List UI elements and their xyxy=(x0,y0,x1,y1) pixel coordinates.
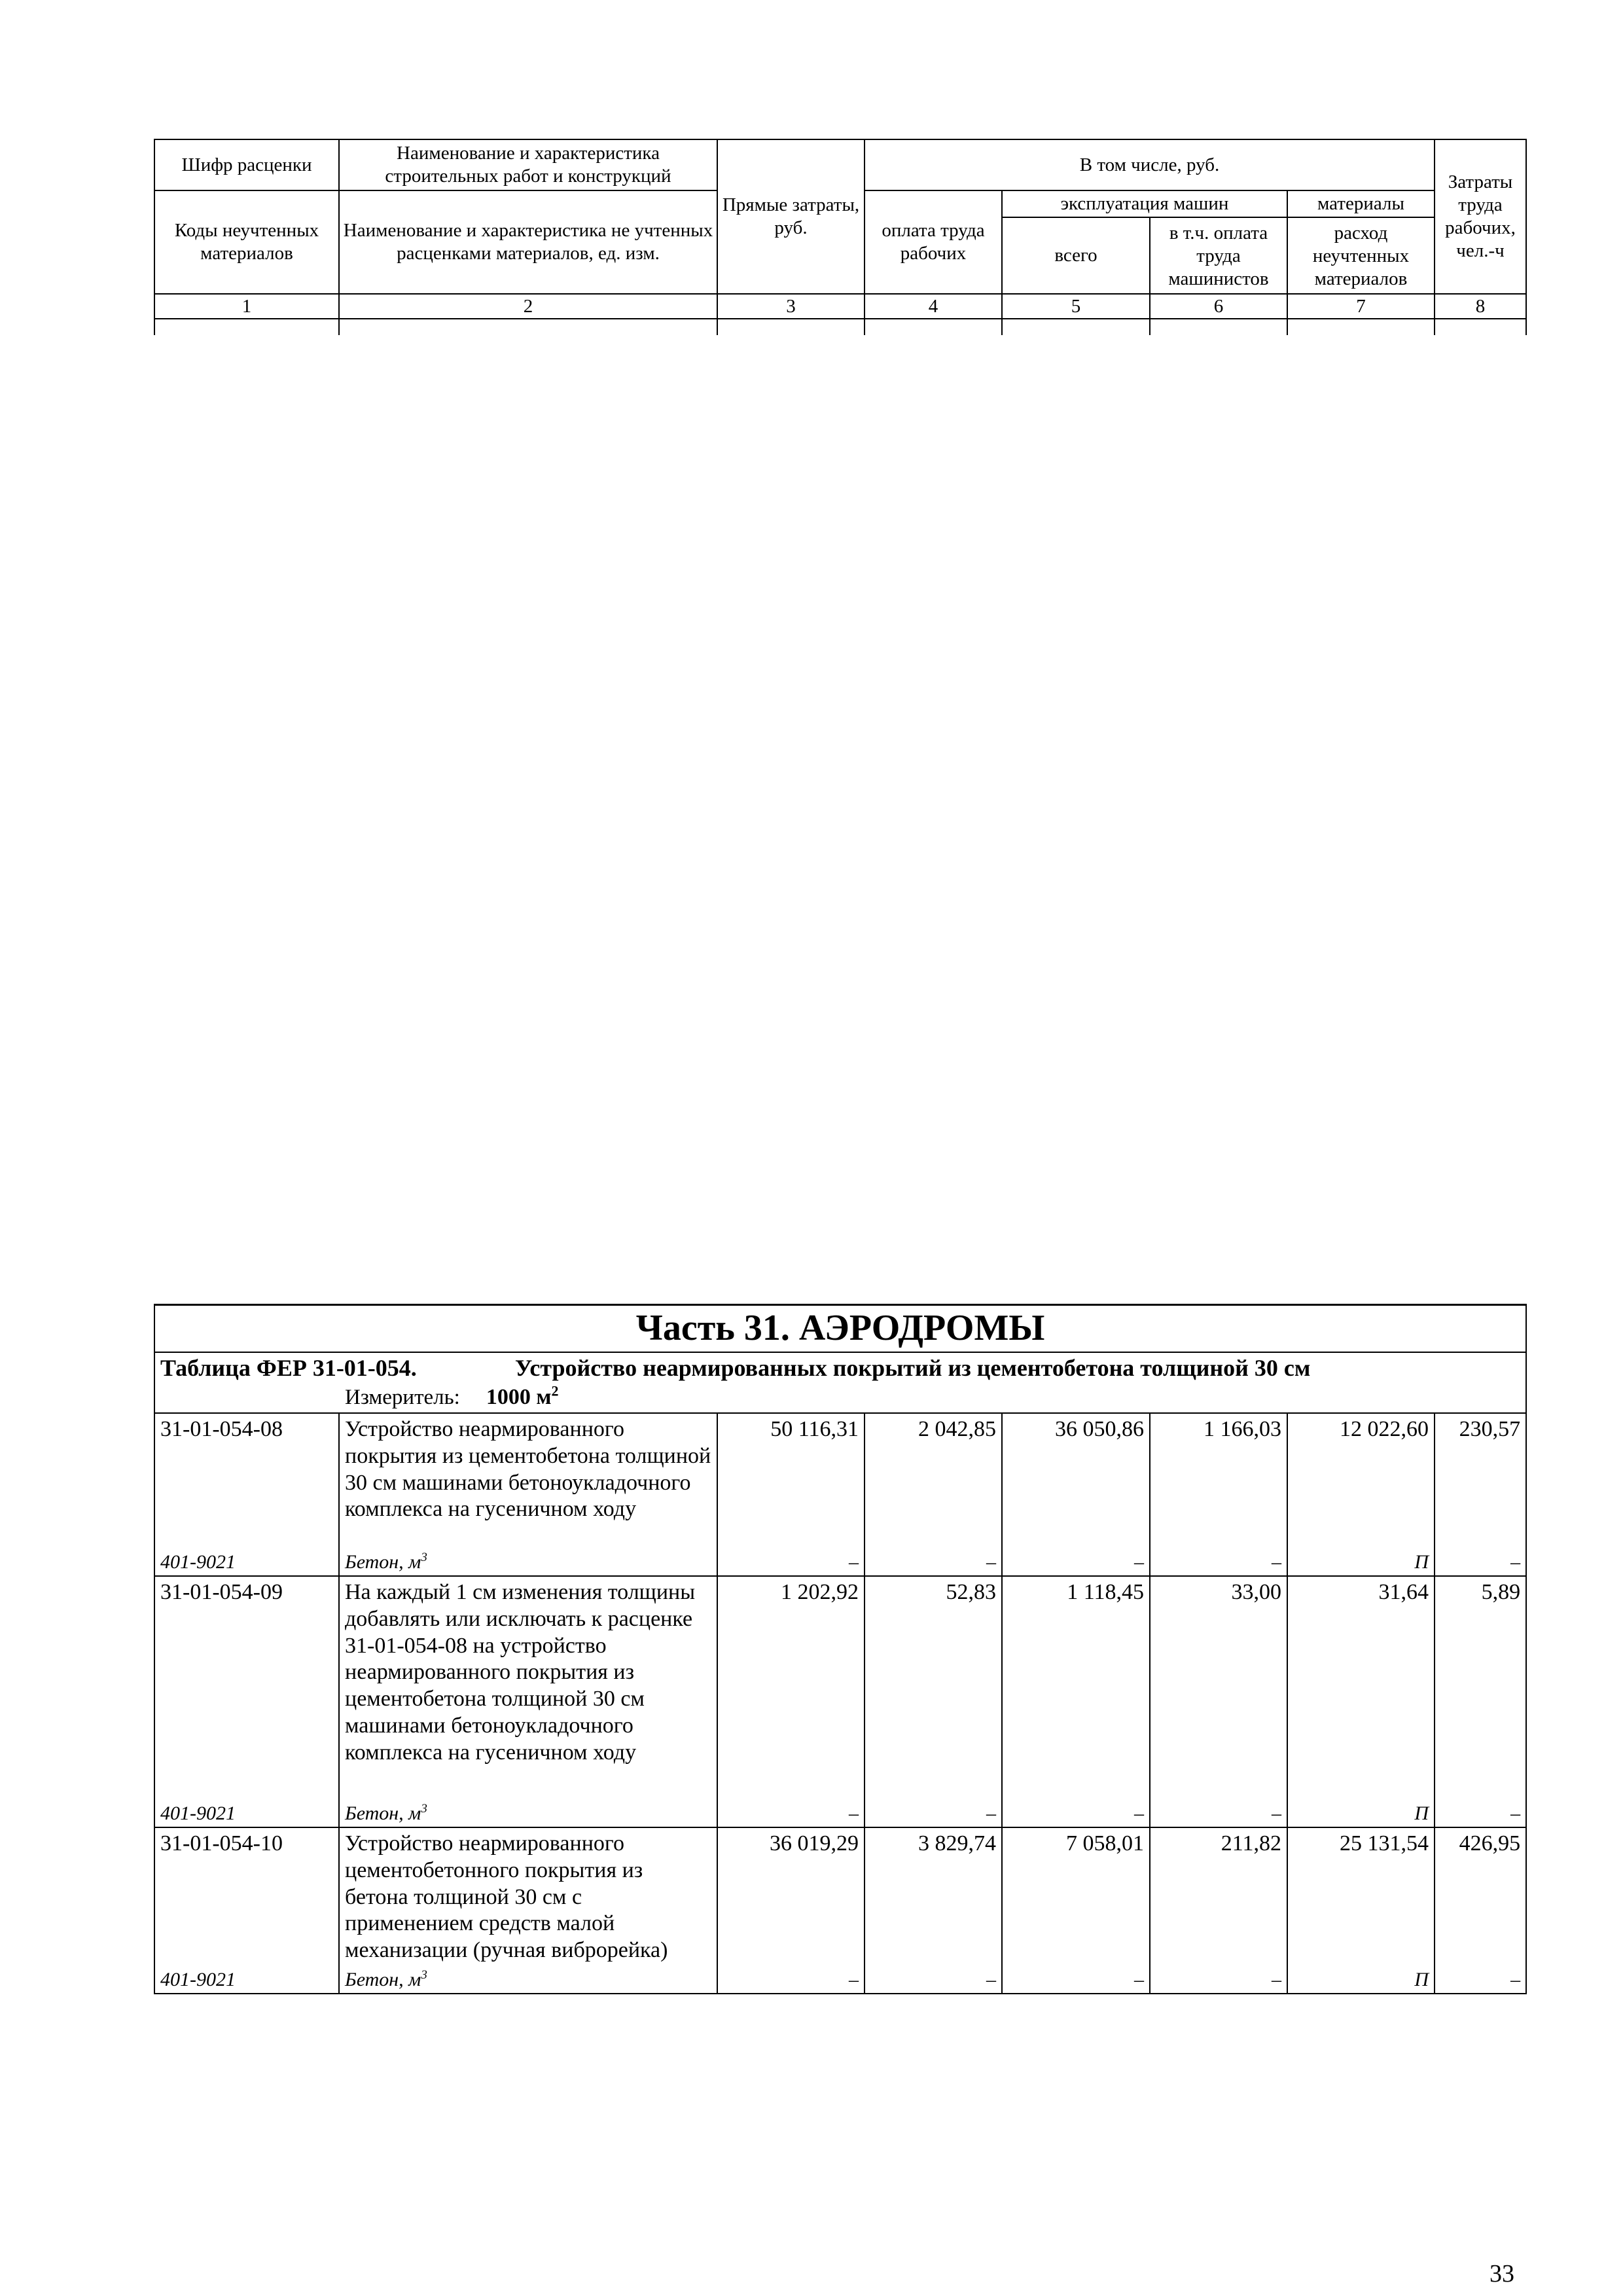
rate-code: 31-01-054-10 xyxy=(154,1827,339,1968)
page-number: 33 xyxy=(1489,2260,1514,2287)
material-value: – xyxy=(1002,1968,1150,1994)
labor-hours: 230,57 xyxy=(1435,1413,1526,1551)
operators-pay: 211,82 xyxy=(1150,1827,1287,1968)
col-number: 3 xyxy=(717,294,865,319)
measure-label: Измеритель: xyxy=(345,1386,460,1410)
header-name: Наименование и характеристика строительных работ и конструкций xyxy=(339,139,717,190)
header-labor-hours: Затраты труда рабочих, чел.-ч xyxy=(1435,139,1526,294)
material-value: – xyxy=(1435,1968,1526,1994)
materials-cost: 31,64 xyxy=(1287,1576,1435,1802)
header-table xyxy=(154,139,1527,335)
table-row xyxy=(154,1413,1526,1551)
material-value: – xyxy=(1435,1802,1526,1827)
direct-costs: 36 019,29 xyxy=(717,1827,865,1968)
rate-code: 31-01-054-09 xyxy=(154,1576,339,1802)
col-number: 2 xyxy=(339,294,717,319)
material-value: – xyxy=(865,1968,1002,1994)
header-labor-pay: оплата труда рабочих xyxy=(865,190,1002,294)
material-value: – xyxy=(865,1802,1002,1827)
labor-pay: 3 829,74 xyxy=(865,1827,1002,1968)
material-value: – xyxy=(865,1551,1002,1576)
header-material-names: Наименование и характеристика не учтенных расценками материалов, ед. изм. xyxy=(339,190,717,294)
labor-pay: 2 042,85 xyxy=(865,1413,1002,1551)
header-material-codes: Коды неучтенных материалов xyxy=(154,190,339,294)
material-value: П xyxy=(1287,1968,1435,1994)
labor-hours: 5,89 xyxy=(1435,1576,1526,1802)
materials-cost: 25 131,54 xyxy=(1287,1827,1435,1968)
table-heading xyxy=(154,1352,1526,1383)
material-value: П xyxy=(1287,1802,1435,1827)
measure-value: 1000 $м^2$ xyxy=(486,1382,559,1410)
machines-total: 1 118,45 xyxy=(1002,1576,1150,1802)
rate-code: 31-01-054-08 xyxy=(154,1413,339,1551)
material-value: П xyxy=(1287,1551,1435,1576)
header-code: Шифр расценки xyxy=(154,139,339,190)
header-machines: эксплуатация машин xyxy=(1002,190,1287,217)
material-value: – xyxy=(1002,1802,1150,1827)
header-machines-total: всего xyxy=(1002,217,1150,294)
operators-pay: 33,00 xyxy=(1150,1576,1287,1802)
header-group: В том числе, руб. xyxy=(865,139,1435,190)
labor-pay: 52,83 xyxy=(865,1576,1002,1802)
header-direct-costs: Прямые затраты, руб. xyxy=(717,139,865,294)
material-row xyxy=(154,1802,1526,1827)
direct-costs: 1 202,92 xyxy=(717,1576,865,1802)
part-title: Часть 31. АЭРОДРОМЫ xyxy=(154,1305,1526,1353)
header-operators-pay: в т.ч. оплата труда машинистов xyxy=(1150,217,1287,294)
table-row xyxy=(154,1576,1526,1802)
material-value: – xyxy=(1002,1551,1150,1576)
rate-name: На каждый 1 см изменения толщины добавлять или исключать к расценке 31-01-054-08 на устройство неармированного покрытия из цементобетона толщиной 30 см машинами бетоноукладочного комплекса на гусеничном ходу xyxy=(339,1576,717,1802)
col-number: 4 xyxy=(865,294,1002,319)
material-value: – xyxy=(717,1968,865,1994)
material-value: – xyxy=(717,1802,865,1827)
measure-row xyxy=(154,1383,1526,1413)
material-name: Бетон, $м^3$ xyxy=(339,1802,717,1827)
materials-cost: 12 022,60 xyxy=(1287,1413,1435,1551)
material-value: – xyxy=(717,1551,865,1576)
header-unaccounted-materials: расход неучтенных материалов xyxy=(1287,217,1435,294)
machines-total: 36 050,86 xyxy=(1002,1413,1150,1551)
material-name: Бетон, $м^3$ xyxy=(339,1968,717,1994)
material-value: – xyxy=(1150,1802,1287,1827)
rates-table xyxy=(154,1304,1527,1994)
col-number: 8 xyxy=(1435,294,1526,319)
material-value: – xyxy=(1435,1551,1526,1576)
material-code: 401-9021 xyxy=(154,1802,339,1827)
material-value: – xyxy=(1150,1968,1287,1994)
col-number: 1 xyxy=(154,294,339,319)
table-title: Устройство неармированных покрытий из цементобетона толщиной 30 см xyxy=(514,1355,1311,1381)
col-number: 6 xyxy=(1150,294,1287,319)
material-code: 401-9021 xyxy=(154,1551,339,1576)
table-row xyxy=(154,1827,1526,1968)
material-code: 401-9021 xyxy=(154,1968,339,1994)
operators-pay: 1 166,03 xyxy=(1150,1413,1287,1551)
header-materials: материалы xyxy=(1287,190,1435,217)
machines-total: 7 058,01 xyxy=(1002,1827,1150,1968)
material-row xyxy=(154,1551,1526,1576)
material-name: Бетон, $м^3$ xyxy=(339,1551,717,1576)
material-value: – xyxy=(1150,1551,1287,1576)
rate-name: Устройство неармированного цементобетонного покрытия из бетона толщиной 30 см с применением средств малой механизации (ручная виброрейка) xyxy=(339,1827,717,1968)
material-row xyxy=(154,1968,1526,1994)
labor-hours: 426,95 xyxy=(1435,1827,1526,1968)
col-number: 5 xyxy=(1002,294,1150,319)
col-number: 7 xyxy=(1287,294,1435,319)
table-code: Таблица ФЕР 31-01-054. xyxy=(160,1355,417,1381)
direct-costs: 50 116,31 xyxy=(717,1413,865,1551)
rate-name: Устройство неармированного покрытия из цементобетона толщиной 30 см машинами бетоноукладочного комплекса на гусеничном ходу xyxy=(339,1413,717,1551)
